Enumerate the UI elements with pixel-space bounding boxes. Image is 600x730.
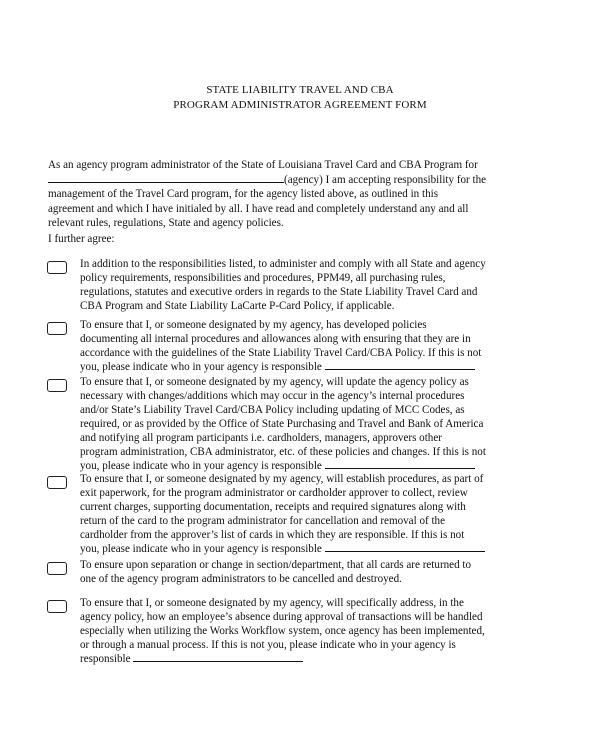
item-line-with-blank <box>80 542 550 556</box>
item-line: CBA Program and State Liability LaCarte P-Card Policy, if applicable. <box>80 300 395 312</box>
item-line: required, or as provided by the Office of State Purchasing and Travel and Bank of America <box>80 418 484 430</box>
agreement-item-text <box>80 472 550 556</box>
item-line: program administration, CBA administrator, etc. of these policies and changes. If this is not <box>80 446 486 458</box>
item-line: current charges, supporting documentation, receipts and required signatures along with <box>80 501 466 513</box>
initial-checkbox[interactable] <box>47 261 67 274</box>
item-line-text: you, please indicate who in your agency is responsible <box>80 543 322 555</box>
further-agree-heading: I further agree: <box>48 233 115 245</box>
initial-checkbox[interactable] <box>47 600 67 613</box>
item-line-text: you, please indicate who in your agency is responsible <box>80 460 322 472</box>
item-line: necessary with changes/additions which may occur in the agency’s internal procedures <box>80 390 465 402</box>
initial-checkbox[interactable] <box>47 476 67 489</box>
item-line: and/or State’s Liability Travel Card/CBA Policy including updating of MCC Codes, as <box>80 404 465 416</box>
item-line: To ensure that I, or someone designated by my agency, will specifically address, in the <box>80 597 464 609</box>
intro-line-text: (agency) I am accepting responsibility for the <box>284 173 487 186</box>
item-line: accordance with the guidelines of the State Liability Travel Card/CBA Policy. If this is not <box>80 347 482 359</box>
agency-name-field[interactable] <box>48 173 284 183</box>
initial-checkbox[interactable] <box>47 562 67 575</box>
item-line: To ensure that I, or someone designated by my agency, will establish procedures, as part of <box>80 473 484 485</box>
item-line-with-blank <box>80 459 550 473</box>
item-line: policy requirements, responsibilities and procedures, PPM49, all purchasing rules, <box>80 272 446 284</box>
responsible-person-field[interactable] <box>325 360 475 370</box>
item-line: In addition to the responsibilities listed, to administer and comply with all State and agency <box>80 258 486 270</box>
item-line: To ensure that I, or someone designated by my agency, has developed policies <box>80 319 427 331</box>
agreement-item-text <box>80 596 550 666</box>
intro-line: relevant rules, regulations, State and agency policies. <box>48 217 284 230</box>
item-line-text: responsible <box>80 653 131 665</box>
agreement-item-text <box>80 375 550 473</box>
intro-paragraph <box>48 158 548 231</box>
responsible-person-field[interactable] <box>325 459 475 469</box>
initial-checkbox[interactable] <box>47 379 67 392</box>
item-line: especially when utilizing the Works Workflow system, once agency has been implemented, <box>80 625 485 637</box>
item-line: one of the agency program administrators to be cancelled and destroyed. <box>80 573 402 585</box>
item-line: exit paperwork, for the program administrator or cardholder approver to collect, review <box>80 487 468 499</box>
item-line-text: you, please indicate who in your agency is responsible <box>80 361 322 373</box>
intro-line: agreement and which I have initialed by all. I have read and completely understand any and all <box>48 202 469 215</box>
intro-line-with-blank <box>48 173 548 188</box>
responsible-person-field[interactable] <box>133 652 303 662</box>
document-title-line-1: STATE LIABILITY TRAVEL AND CBA <box>206 84 394 96</box>
item-line: To ensure upon separation or change in section/department, that all cards are returned to <box>80 559 472 571</box>
item-line: and notifying all program participants i.e. cardholders, managers, approvers other <box>80 432 442 444</box>
intro-line: As an agency program administrator of the State of Louisiana Travel Card and CBA Program for <box>48 159 478 171</box>
intro-line: management of the Travel Card program, for the agency listed above, as outlined in this <box>48 188 439 201</box>
item-line: agency policy, how an employee’s absence during approval of transactions will be handled <box>80 611 483 623</box>
agreement-item-text <box>80 558 550 586</box>
item-line: cardholder from the approver’s list of cards in which they are responsible. If this is not <box>80 529 465 541</box>
item-line: To ensure that I, or someone designated by my agency, will update the agency policy as <box>80 376 469 388</box>
item-line: documenting all internal procedures and allowances along with ensuring that they are in <box>80 333 471 345</box>
agreement-item-text <box>80 318 550 374</box>
item-line-with-blank <box>80 360 550 374</box>
item-line: regulations, statutes and executive orders in regards to the State Liability Travel Card and <box>80 286 478 298</box>
document-title-line-2: PROGRAM ADMINISTRATOR AGREEMENT FORM <box>173 99 427 111</box>
item-line: or through a manual process. If this is not you, please indicate who in your agency is <box>80 639 456 651</box>
initial-checkbox[interactable] <box>47 322 67 335</box>
agreement-item-text <box>80 257 550 313</box>
item-line: return of the card to the program administrator for cancellation and removal of the <box>80 515 446 527</box>
item-line-with-blank <box>80 652 550 666</box>
responsible-person-field[interactable] <box>325 542 485 552</box>
